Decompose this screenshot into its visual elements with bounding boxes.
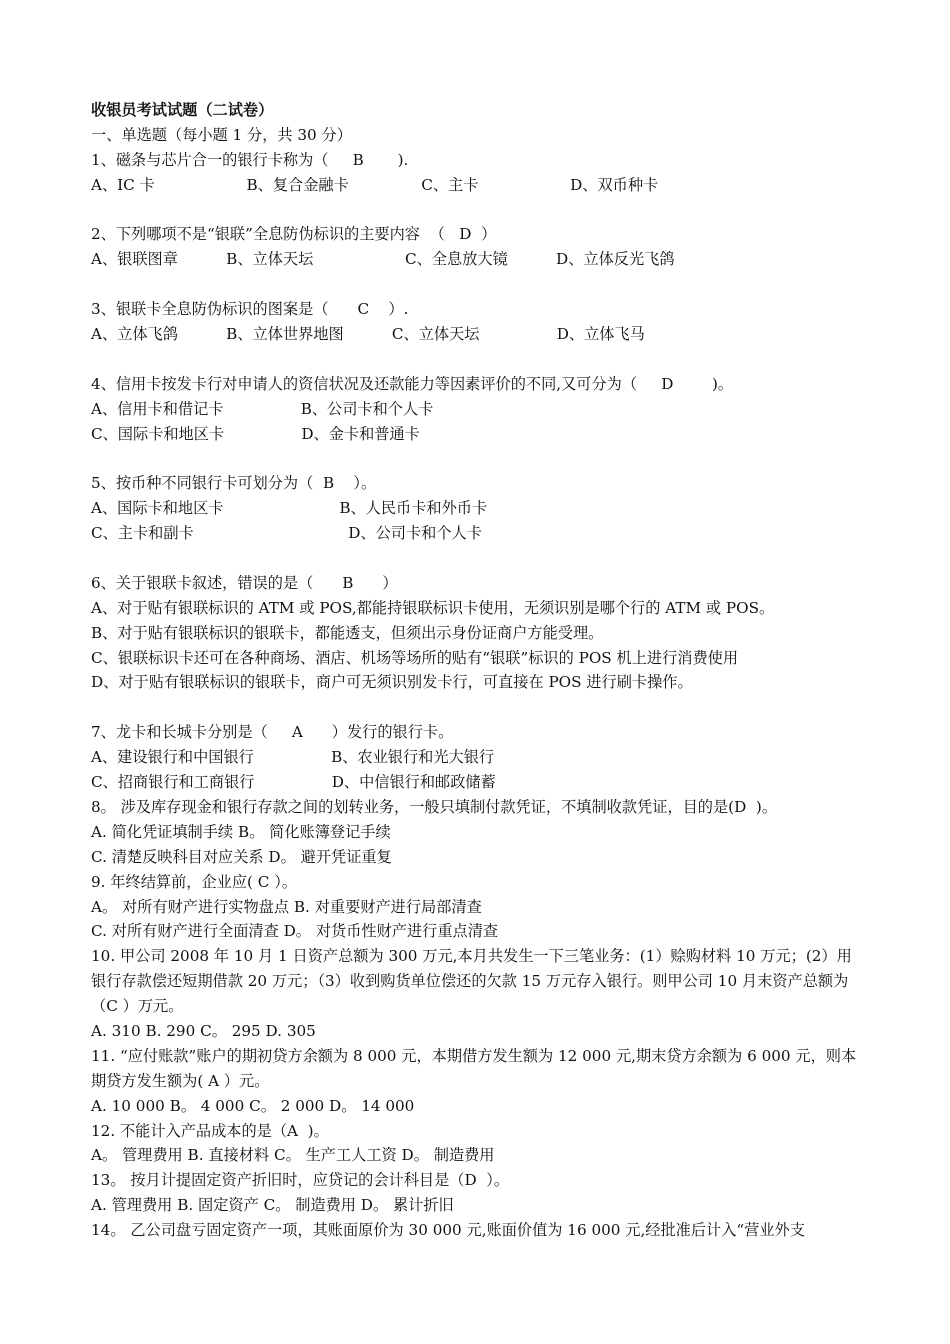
text-line: 14。 乙公司盘亏固定资产一项，其账面原价为 30 000 元,账面价值为 16 000 元,经批准后计入“营业外支 xyxy=(91,1221,805,1240)
text-line: A、建设银行和中国银行 B、农业银行和光大银行 xyxy=(91,748,495,767)
blank-line xyxy=(91,546,863,571)
text-line: 2、下列哪项不是“银联”全息防伪标识的主要内容 （ D ） xyxy=(91,225,497,244)
text-line: 1、磁条与芯片合一的银行卡称为（ B ). xyxy=(91,150,409,169)
text-line: A。 管理费用 B. 直接材料 C。 生产工人工资 D。 制造费用 xyxy=(91,1146,495,1165)
text-line: 5、按币种不同银行卡可划分为（ B ）。 xyxy=(91,474,377,493)
text-line: 12. 不能计入产品成本的是（A )。 xyxy=(91,1121,329,1140)
text-line: A、IC 卡 B、复合金融卡 C、主卡 D、双币种卡 xyxy=(91,175,659,194)
text-line: A. 简化凭证填制手续 B。 简化账簿登记手续 xyxy=(91,822,391,841)
blank-line xyxy=(91,347,863,372)
text-line: 3、银联卡全息防伪标识的图案是（ C ）. xyxy=(91,300,409,319)
text-line: A、对于贴有银联标识的 ATM 或 POS,都能持银联标识卡使用，无须识别是哪个行的 ATM 或 POS。 xyxy=(91,598,775,617)
blank-line xyxy=(91,272,863,297)
text-line: 13。 按月计提固定资产折旧时，应贷记的会计科目是（D ）。 xyxy=(91,1171,510,1190)
text-line: A、立体飞鸽 B、立体世界地图 C、立体天坛 D、立体飞马 xyxy=(91,325,645,344)
blank-line xyxy=(91,695,863,720)
question-list xyxy=(91,148,863,1243)
text-line: A. 管理费用 B. 固定资产 C。 制造费用 D。 累计折旧 xyxy=(91,1196,454,1215)
text-line: C. 清楚反映科目对应关系 D。 避开凭证重复 xyxy=(91,847,392,866)
blank-line xyxy=(91,446,863,471)
text-line: B、对于贴有银联标识的银联卡，都能透支，但须出示身份证商户方能受理。 xyxy=(91,623,604,642)
text-line: 9. 年终结算前，企业应( C ）。 xyxy=(91,872,297,891)
section-heading: 一、单选题（每小题 1 分，共 30 分） xyxy=(91,125,352,144)
text-line: A、信用卡和借记卡 B、公司卡和个人卡 xyxy=(91,399,434,418)
text-line: C、国际卡和地区卡 D、金卡和普通卡 xyxy=(91,424,420,443)
text-line: 7、龙卡和长城卡分别是（ A ）发行的银行卡。 xyxy=(91,723,454,742)
text-line: 8。 涉及库存现金和银行存款之间的划转业务，一般只填制付款凭证，不填制收款凭证，目的是(D )。 xyxy=(91,797,778,816)
text-line: C. 对所有财产进行全面清查 D。 对货币性财产进行重点清查 xyxy=(91,922,499,941)
text-line: C、主卡和副卡 D、公司卡和个人卡 xyxy=(91,524,482,543)
text-line: A、银联图章 B、立体天坛 C、全息放大镜 D、立体反光飞鸽 xyxy=(91,250,675,269)
text-line: D、对于贴有银联标识的银联卡，商户可无须识别发卡行，可直接在 POS 进行刷卡操作。 xyxy=(91,673,693,692)
paragraph-line: 11. “应付账款”账户的期初贷方余额为 8 000 元，本期借方发生额为 12 000 元,期末贷方余额为 6 000 元，则本期贷方发生额为( A ）元。 xyxy=(91,1046,857,1090)
text-line: C、招商银行和工商银行 D、中信银行和邮政储蓄 xyxy=(91,773,496,792)
text-line: A。 对所有财产进行实物盘点 B. 对重要财产进行局部清查 xyxy=(91,897,482,916)
text-line: 4、信用卡按发卡行对申请人的资信状况及还款能力等因素评价的不同,又可分为（ D )。 xyxy=(91,374,734,393)
text-line: A. 10 000 B。 4 000 C。 2 000 D。 14 000 xyxy=(91,1096,415,1115)
document-page xyxy=(91,98,863,1243)
blank-line xyxy=(91,198,863,223)
text-line: A. 310 B. 290 C。 295 D. 305 xyxy=(91,1022,316,1040)
exam-title: 收银员考试试题（二试卷） xyxy=(91,101,274,119)
text-line: A、国际卡和地区卡 B、人民币卡和外币卡 xyxy=(91,499,488,518)
text-line: 6、关于银联卡叙述，错误的是（ B ） xyxy=(91,573,398,592)
paragraph-line: 10. 甲公司 2008 年 10 月 1 日资产总额为 300 万元,本月共发生一下三笔业务：(1）赊购材料 10 万元；(2）用银行存款偿还短期借款 20 万元；（3）收到购货单位偿还的欠款 15 万元存入银行。则甲公司 10 月末资产总额为（C ）万元。 xyxy=(91,947,852,1016)
text-line: C、银联标识卡还可在各种商场、酒店、机场等场所的贴有“银联”标识的 POS 机上进行消费使用 xyxy=(91,648,739,667)
